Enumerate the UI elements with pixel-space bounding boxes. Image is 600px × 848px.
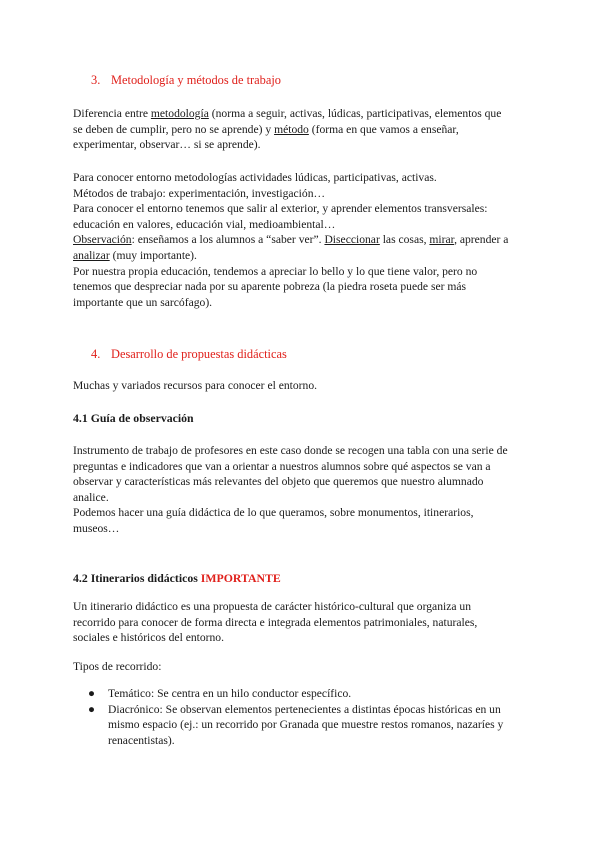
text-run: se deben de cumplir, pero no se aprende) y <box>73 122 275 136</box>
text-run: , aprender a <box>454 233 509 247</box>
paragraph-metodologia <box>73 106 533 153</box>
text-line <box>73 106 533 122</box>
text-line: experimentar, observar… si se aprende). <box>73 138 261 152</box>
text-line: Un itinerario didáctico es una propuesta de carácter histórico-cultural que organiza un <box>73 600 471 613</box>
text-line: Instrumento de trabajo de profesores en este caso donde se recogen una tabla con una serie de <box>73 444 508 457</box>
text-line: Muchas y variados recursos para conocer el entorno. <box>73 379 318 392</box>
text-line: educación en valores, educación vial, medioambiental… <box>73 217 336 231</box>
text-line: recorrido para conocer de forma directa e integrada elementos patrimoniales, naturales, <box>73 615 478 629</box>
paragraph-guia <box>73 443 533 537</box>
list-item <box>88 702 538 749</box>
text-run: (forma en que vamos a enseñar, <box>308 122 459 136</box>
text-line <box>73 122 533 138</box>
paragraph-recursos <box>73 378 533 394</box>
text-run: (muy importante). <box>109 248 197 262</box>
section-4-heading <box>91 346 287 362</box>
bullet-dot-icon: ● <box>88 702 96 716</box>
text-line: Temático: Se centra en un hilo conductor específico. <box>108 687 352 700</box>
text-line: renacentistas). <box>108 733 175 747</box>
text-line: observar y características más relevantes del objeto que queremos que nuestro alumnado <box>73 475 484 489</box>
section-3-title: Metodología y métodos de trabajo <box>111 73 281 87</box>
text-line <box>73 232 533 248</box>
text-line: Tipos de recorrido: <box>73 660 162 673</box>
underlined-term: mirar <box>429 233 455 247</box>
subheading-4-2 <box>73 570 281 586</box>
text-line: Podemos hacer una guía didáctica de lo que queramos, sobre monumentos, itinerarios, <box>73 506 474 520</box>
paragraph-tipos <box>73 659 533 675</box>
text-line: Diacrónico: Se observan elementos pertenecientes a distintas épocas históricas en un <box>108 702 501 716</box>
text-line: Métodos de trabajo: experimentación, investigación… <box>73 186 326 200</box>
underlined-term: Observación <box>73 233 132 247</box>
text-run: : enseñamos a los alumnos a “saber ver”. <box>131 233 325 247</box>
underlined-term: Diseccionar <box>324 233 380 247</box>
section-4-number: 4. <box>91 347 101 361</box>
text-line: Para conocer el entorno tenemos que salir al exterior, y aprender elementos transversales: <box>73 202 488 216</box>
paragraph-itinerario <box>73 599 533 646</box>
paragraph-metodos <box>73 170 533 310</box>
text-run: (norma a seguir, activas, lúdicas, participativas, elementos que <box>208 107 502 120</box>
text-line: analice. <box>73 490 109 504</box>
text-line: mismo espacio (ej.: un recorrido por Granada que muestre restos romanos, nazaríes y <box>108 718 504 732</box>
underlined-term: método <box>274 122 309 136</box>
list-item <box>88 686 538 702</box>
subheading-text: 4.2 Itinerarios didácticos <box>73 571 201 585</box>
bullet-dot-icon: ● <box>88 687 96 700</box>
underlined-term: metodología <box>150 107 209 120</box>
text-line: Para conocer entorno metodologías actividades lúdicas, participativas, activas. <box>73 171 437 184</box>
subheading-4-1: 4.1 Guía de observación <box>73 411 194 425</box>
section-3-number: 3. <box>91 73 101 87</box>
text-line: museos… <box>73 521 120 535</box>
text-line: importante que un sarcófago). <box>73 295 213 309</box>
important-label: IMPORTANTE <box>200 571 281 585</box>
section-4-title: Desarrollo de propuestas didácticas <box>111 347 287 361</box>
text-line <box>73 248 533 264</box>
text-line: tenemos que despreciar nada por su aparente pobreza (la piedra roseta puede ser más <box>73 280 467 294</box>
bullet-list <box>88 686 538 748</box>
text-line: preguntas e indicadores que van a orientar a nuestros alumnos sobre qué aspectos se van a <box>73 459 491 473</box>
text-line: sociales e históricos del entorno. <box>73 631 225 645</box>
section-3-heading <box>91 72 281 88</box>
text-line: Por nuestra propia educación, tendemos a apreciar lo bello y lo que tiene valor, pero no <box>73 264 478 278</box>
text-run: Diferencia entre <box>73 107 151 120</box>
underlined-term: analizar <box>73 248 110 262</box>
text-run: las cosas, <box>379 233 430 247</box>
